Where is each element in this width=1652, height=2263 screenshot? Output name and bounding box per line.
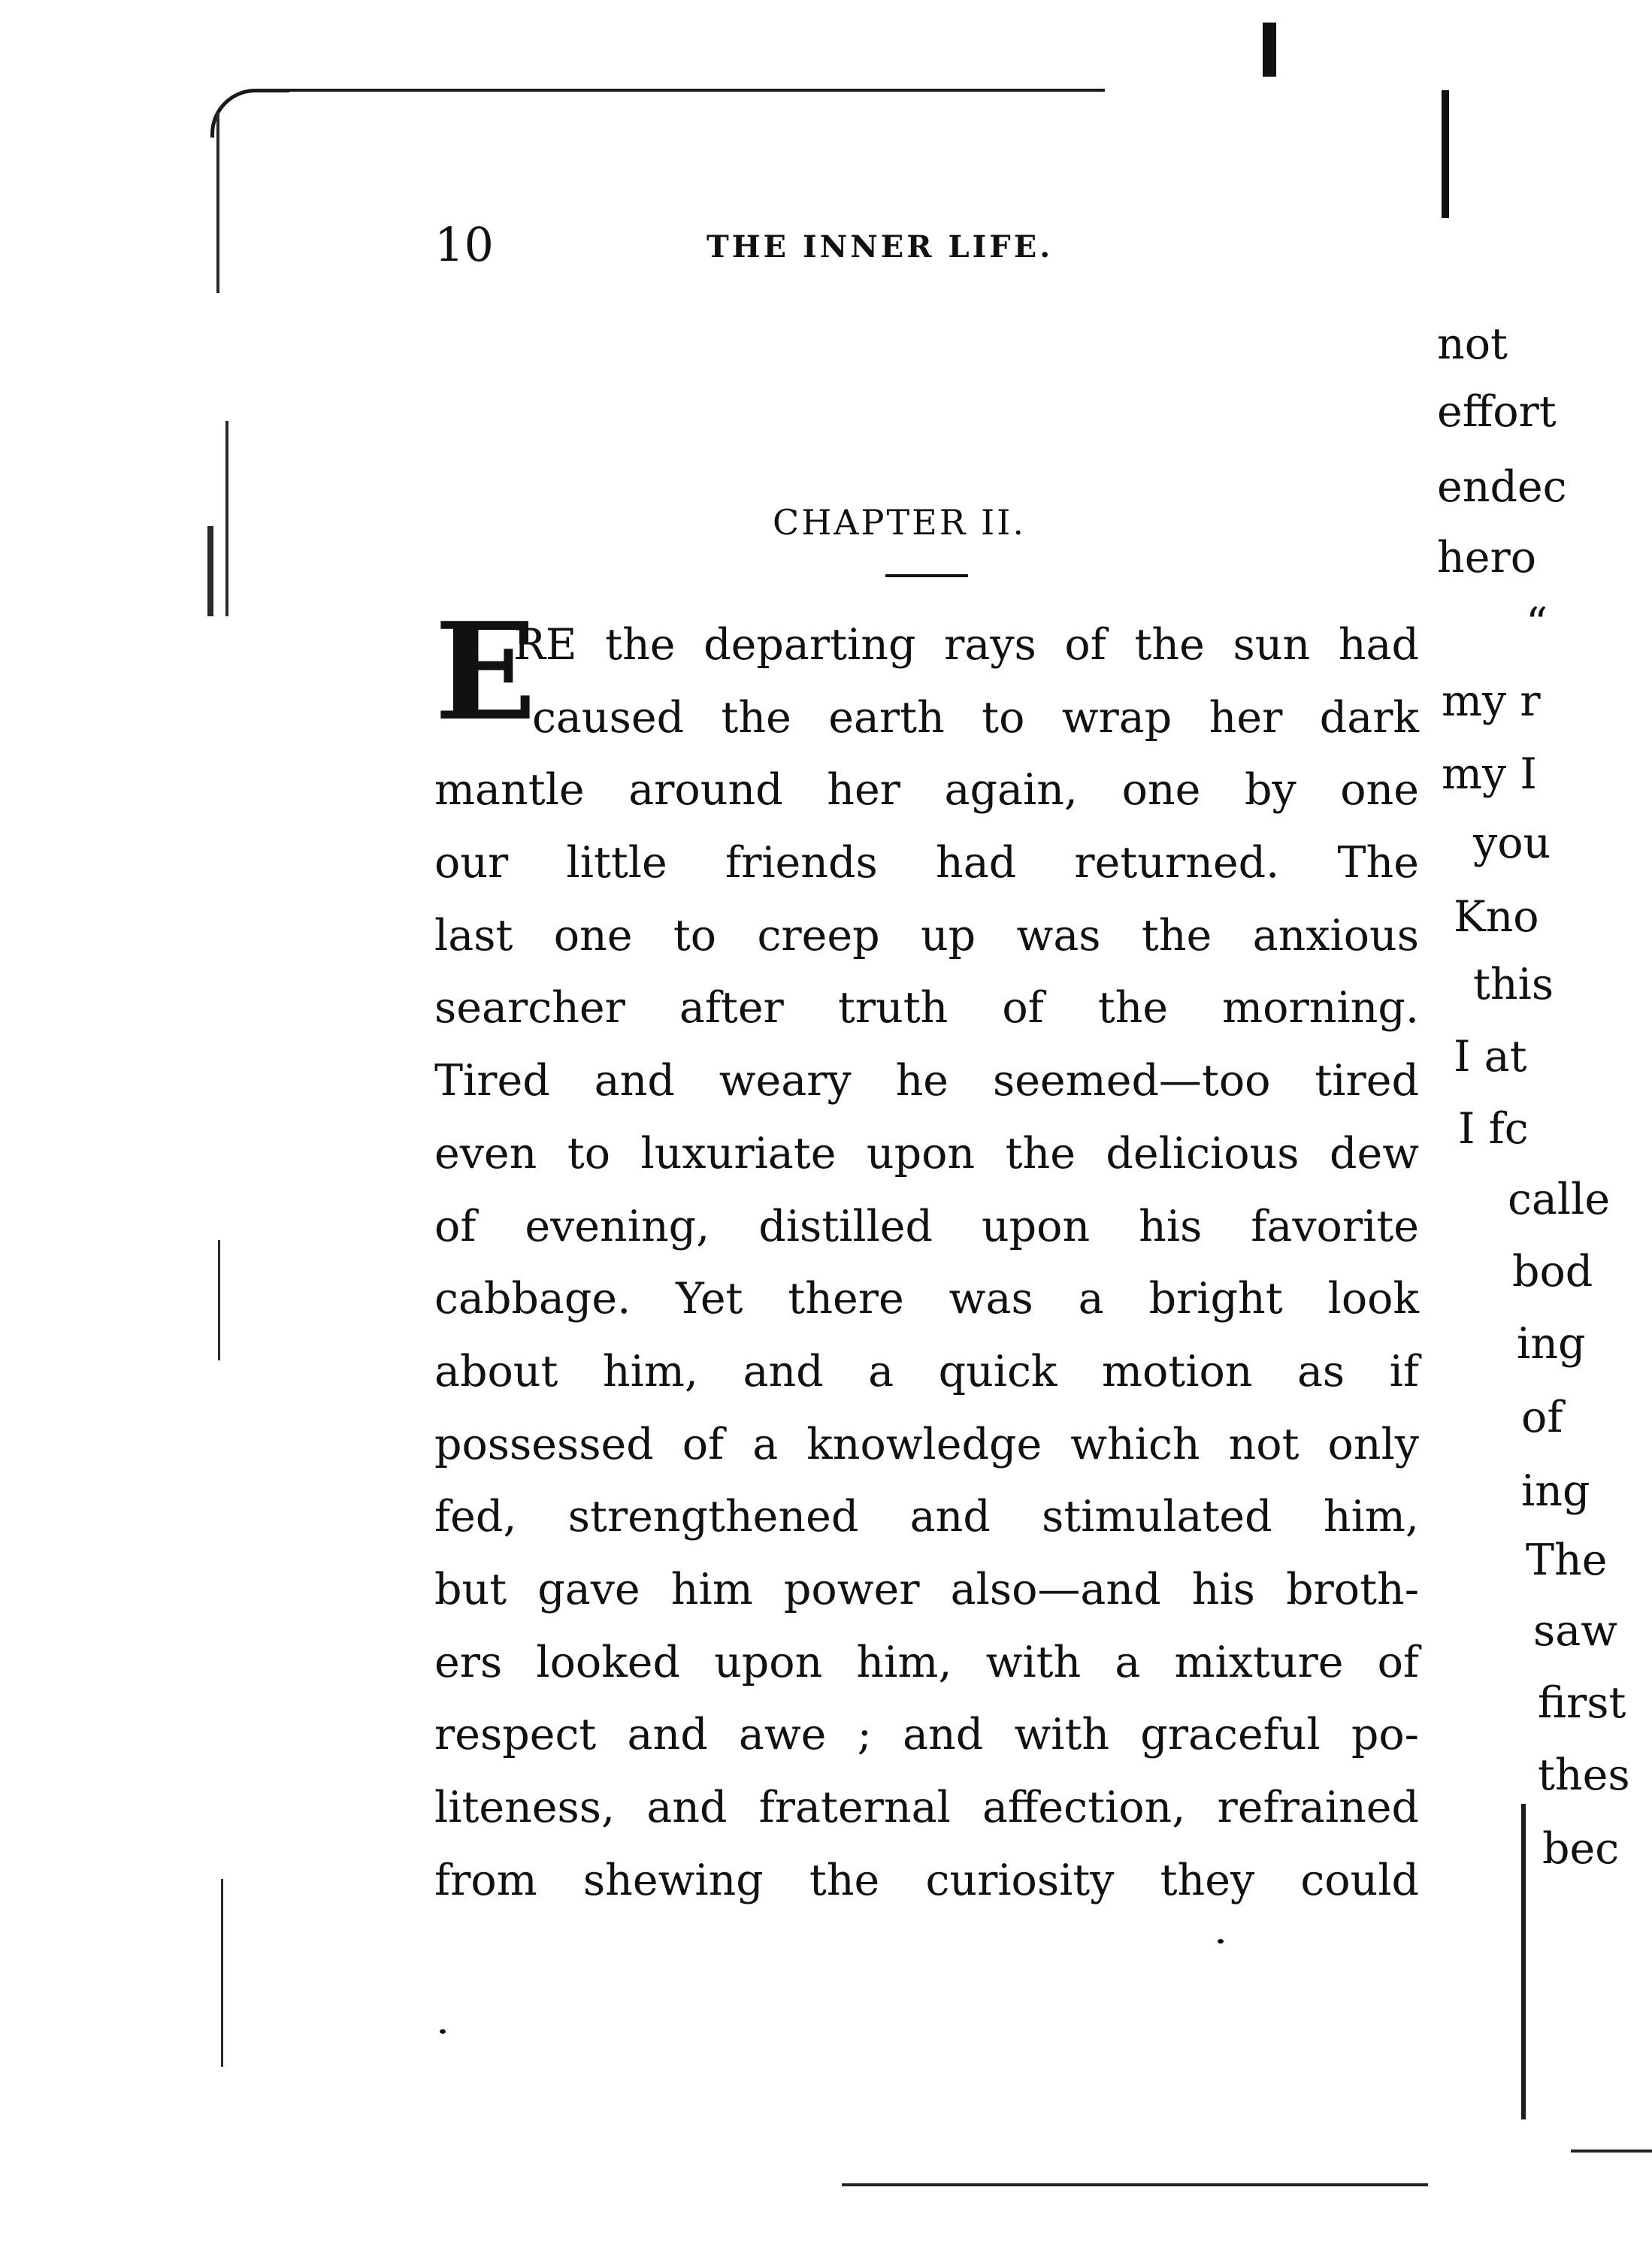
text-line: ers looked upon him, with a mixture of xyxy=(434,1637,1419,1687)
text-line: searcher after truth of the morning. xyxy=(434,983,1419,1033)
scan-edge-left xyxy=(221,1879,223,2067)
scan-edge-left xyxy=(218,1240,220,1360)
facing-line: first xyxy=(1538,1678,1626,1728)
facing-line: endec xyxy=(1437,462,1567,512)
ink-speck xyxy=(1218,1939,1224,1944)
page-number: 10 xyxy=(434,217,494,272)
text-line: caused the earth to wrap her dark xyxy=(532,692,1419,743)
facing-line: hero xyxy=(1437,533,1537,582)
facing-line: Kno xyxy=(1454,892,1539,942)
scan-edge-left xyxy=(225,421,228,616)
ink-speck xyxy=(440,2029,446,2034)
scan-edge-bottom xyxy=(842,2183,1428,2186)
scan-edge-top xyxy=(278,89,1105,92)
scan-binding-mark xyxy=(1442,90,1449,218)
text-line: liteness, and fraternal affection, refrained xyxy=(434,1783,1419,1832)
text-line: about him, and a quick motion as if xyxy=(434,1346,1419,1396)
scan-edge-left xyxy=(216,113,219,293)
facing-line: thes xyxy=(1538,1750,1630,1800)
facing-line: effort xyxy=(1437,387,1557,437)
facing-line: calle xyxy=(1508,1175,1611,1224)
text-line: fed, strengthened and stimulated him, xyxy=(434,1492,1419,1542)
facing-line: I fc xyxy=(1458,1104,1529,1154)
text-line: cabbage. Yet there was a bright look xyxy=(434,1274,1419,1324)
running-head xyxy=(434,215,1209,275)
text-line: of evening, distilled upon his favorite xyxy=(434,1201,1419,1251)
text-line: Tired and weary he seemed—too tired xyxy=(434,1056,1419,1106)
facing-line: bec xyxy=(1542,1824,1620,1874)
scan-edge-left xyxy=(207,526,213,616)
text-line: RE the departing rays of the sun had xyxy=(513,620,1419,670)
body-text xyxy=(434,593,1419,1917)
facing-line: this xyxy=(1473,960,1554,1009)
text-line: last one to creep up was the anxious xyxy=(434,910,1419,961)
text-line: even to luxuriate upon the delicious dew xyxy=(434,1128,1419,1178)
facing-line: saw xyxy=(1533,1606,1618,1656)
facing-line: I at xyxy=(1454,1032,1527,1082)
chapter-heading: CHAPTER II. xyxy=(773,502,1026,543)
facing-line: you xyxy=(1473,818,1551,868)
facing-line: bod xyxy=(1512,1247,1593,1296)
text-line: mantle around her again, one by one xyxy=(434,765,1419,815)
scan-binding-mark xyxy=(1263,23,1276,77)
facing-line: not xyxy=(1437,319,1508,369)
scan-edge-bottom xyxy=(1571,2150,1652,2153)
facing-line: “ xyxy=(1526,599,1548,649)
text-line: but gave him power also—and his broth- xyxy=(434,1564,1419,1614)
facing-line: my I xyxy=(1442,749,1537,799)
drop-cap: E xyxy=(434,593,537,750)
text-line: our little friends had returned. The xyxy=(434,838,1419,888)
text-line: from shewing the curiosity they could xyxy=(434,1855,1419,1905)
scan-edge-corner xyxy=(210,89,289,138)
scan-edge-right xyxy=(1521,1804,1526,2119)
facing-line: The xyxy=(1526,1535,1608,1585)
chapter-rule xyxy=(885,574,968,577)
facing-line: ing xyxy=(1521,1466,1590,1516)
text-line: possessed of a knowledge which not only xyxy=(434,1419,1419,1469)
facing-line: ing xyxy=(1517,1319,1586,1369)
facing-line: my r xyxy=(1442,676,1541,726)
text-line: respect and awe ; and with graceful po- xyxy=(434,1710,1419,1760)
facing-line: of xyxy=(1521,1393,1563,1442)
running-title: THE INNER LIFE. xyxy=(706,229,1054,265)
